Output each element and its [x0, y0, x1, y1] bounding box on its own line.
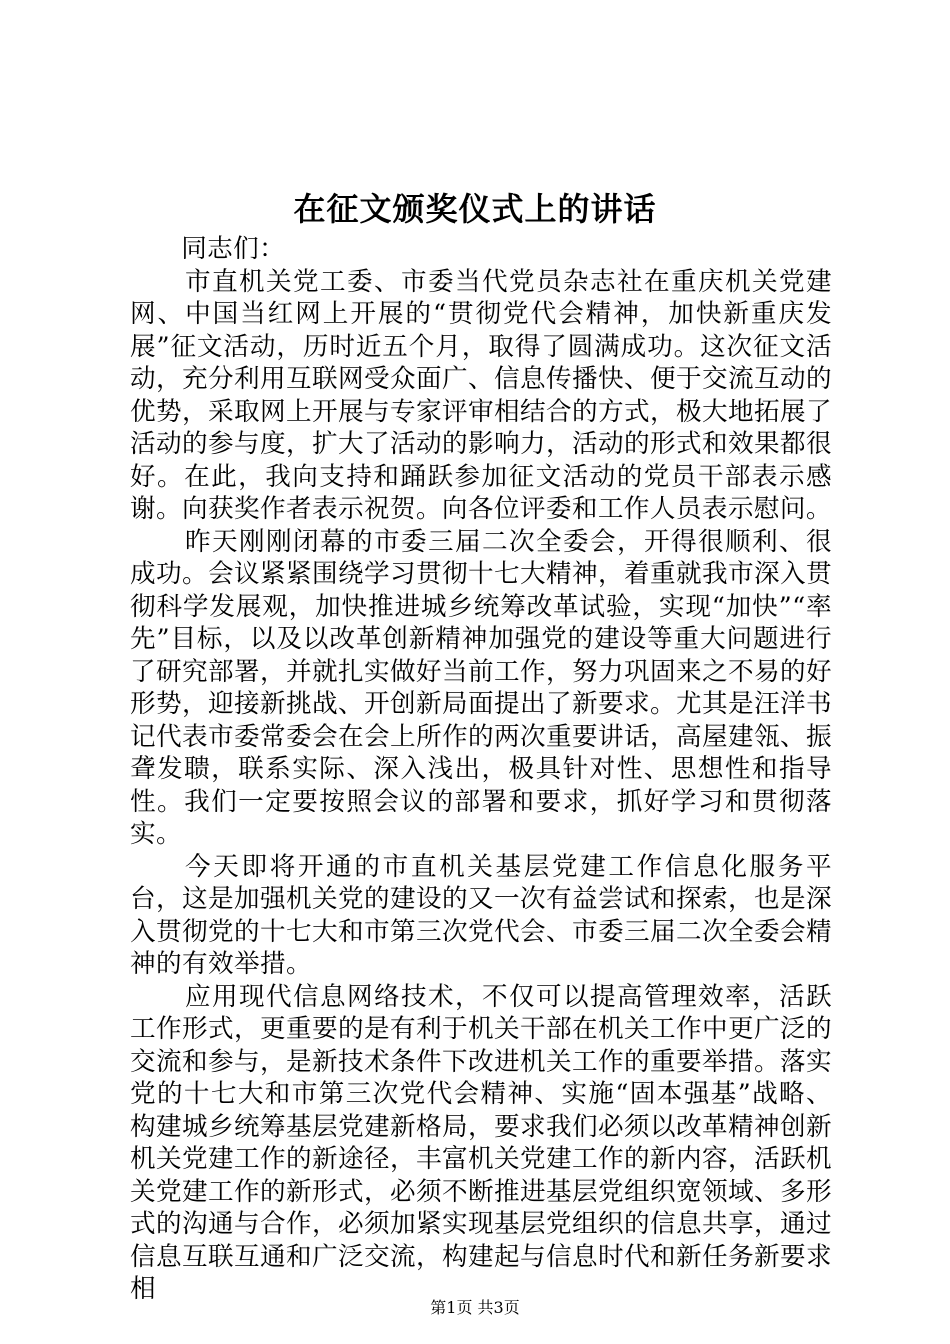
- paragraph-4: 应用现代信息网络技术，不仅可以提高管理效率，活跃工作形式，更重要的是有利于机关干部在机关工作中更广泛的交流和参与，是新技术条件下改进机关工作的重要举措。落实党的十七大和市第三次党代会精神、实施“固本强基”战略、构建城乡统筹基层党建新格局，要求我们必须以改革精神创新机关党建工作的新途径，丰富机关党建工作的新内容，活跃机关党建工作的新形式，必须不断推进基层党组织宽领域、多形式的沟通与合作，必须加紧实现基层党组织的信息共享，通过信息互联互通和广泛交流，构建起与信息时代和新任务新要求相: [130, 981, 832, 1304]
- document-title: 在征文颁奖仪式上的讲话: [293, 190, 657, 228]
- greeting: 同志们：: [181, 234, 286, 264]
- page-footer: 第1页 共3页: [430, 1298, 520, 1317]
- paragraph-2: 昨天刚刚闭幕的市委三届二次全委会，开得很顺利、很成功。会议紧紧围绕学习贯彻十七大精神，着重就我市深入贯彻科学发展观，加快推进城乡统筹改革试验，实现“加快”“率先”目标，以及以改革创新精神加强党的建设等重大问题进行了研究部署，并就扎实做好当前工作，努力巩固来之不易的好形势，迎接新挑战、开创新局面提出了新要求。尤其是汪洋书记代表市委常委会在会上所作的两次重要讲话，高屋建瓴、振聋发聩，联系实际、深入浅出，极具针对性、思想性和指导性。我们一定要按照会议的部署和要求，抓好学习和贯彻落实。: [130, 526, 833, 849]
- paragraph-3: 今天即将开通的市直机关基层党建工作信息化服务平台，这是加强机关党的建设的又一次有益尝试和探索，也是深入贯彻党的十七大和市第三次党代会、市委三届二次全委会精神的有效举措。: [130, 851, 832, 979]
- document-body: [130, 233, 832, 1306]
- paragraph-1: 市直机关党工委、市委当代党员杂志社在重庆机关党建网、中国当红网上开展的“贯彻党代会精神，加快新重庆发展”征文活动，历时近五个月，取得了圆满成功。这次征文活动，充分利用互联网受众面广、信息传播快、便于交流互动的优势，采取网上开展与专家评审相结合的方式，极大地拓展了活动的参与度，扩大了活动的影响力，活动的形式和效果都很好。在此，我向支持和踊跃参加征文活动的党员干部表示感谢。向获奖作者表示祝贺。向各位评委和工作人员表示慰问。: [130, 266, 832, 524]
